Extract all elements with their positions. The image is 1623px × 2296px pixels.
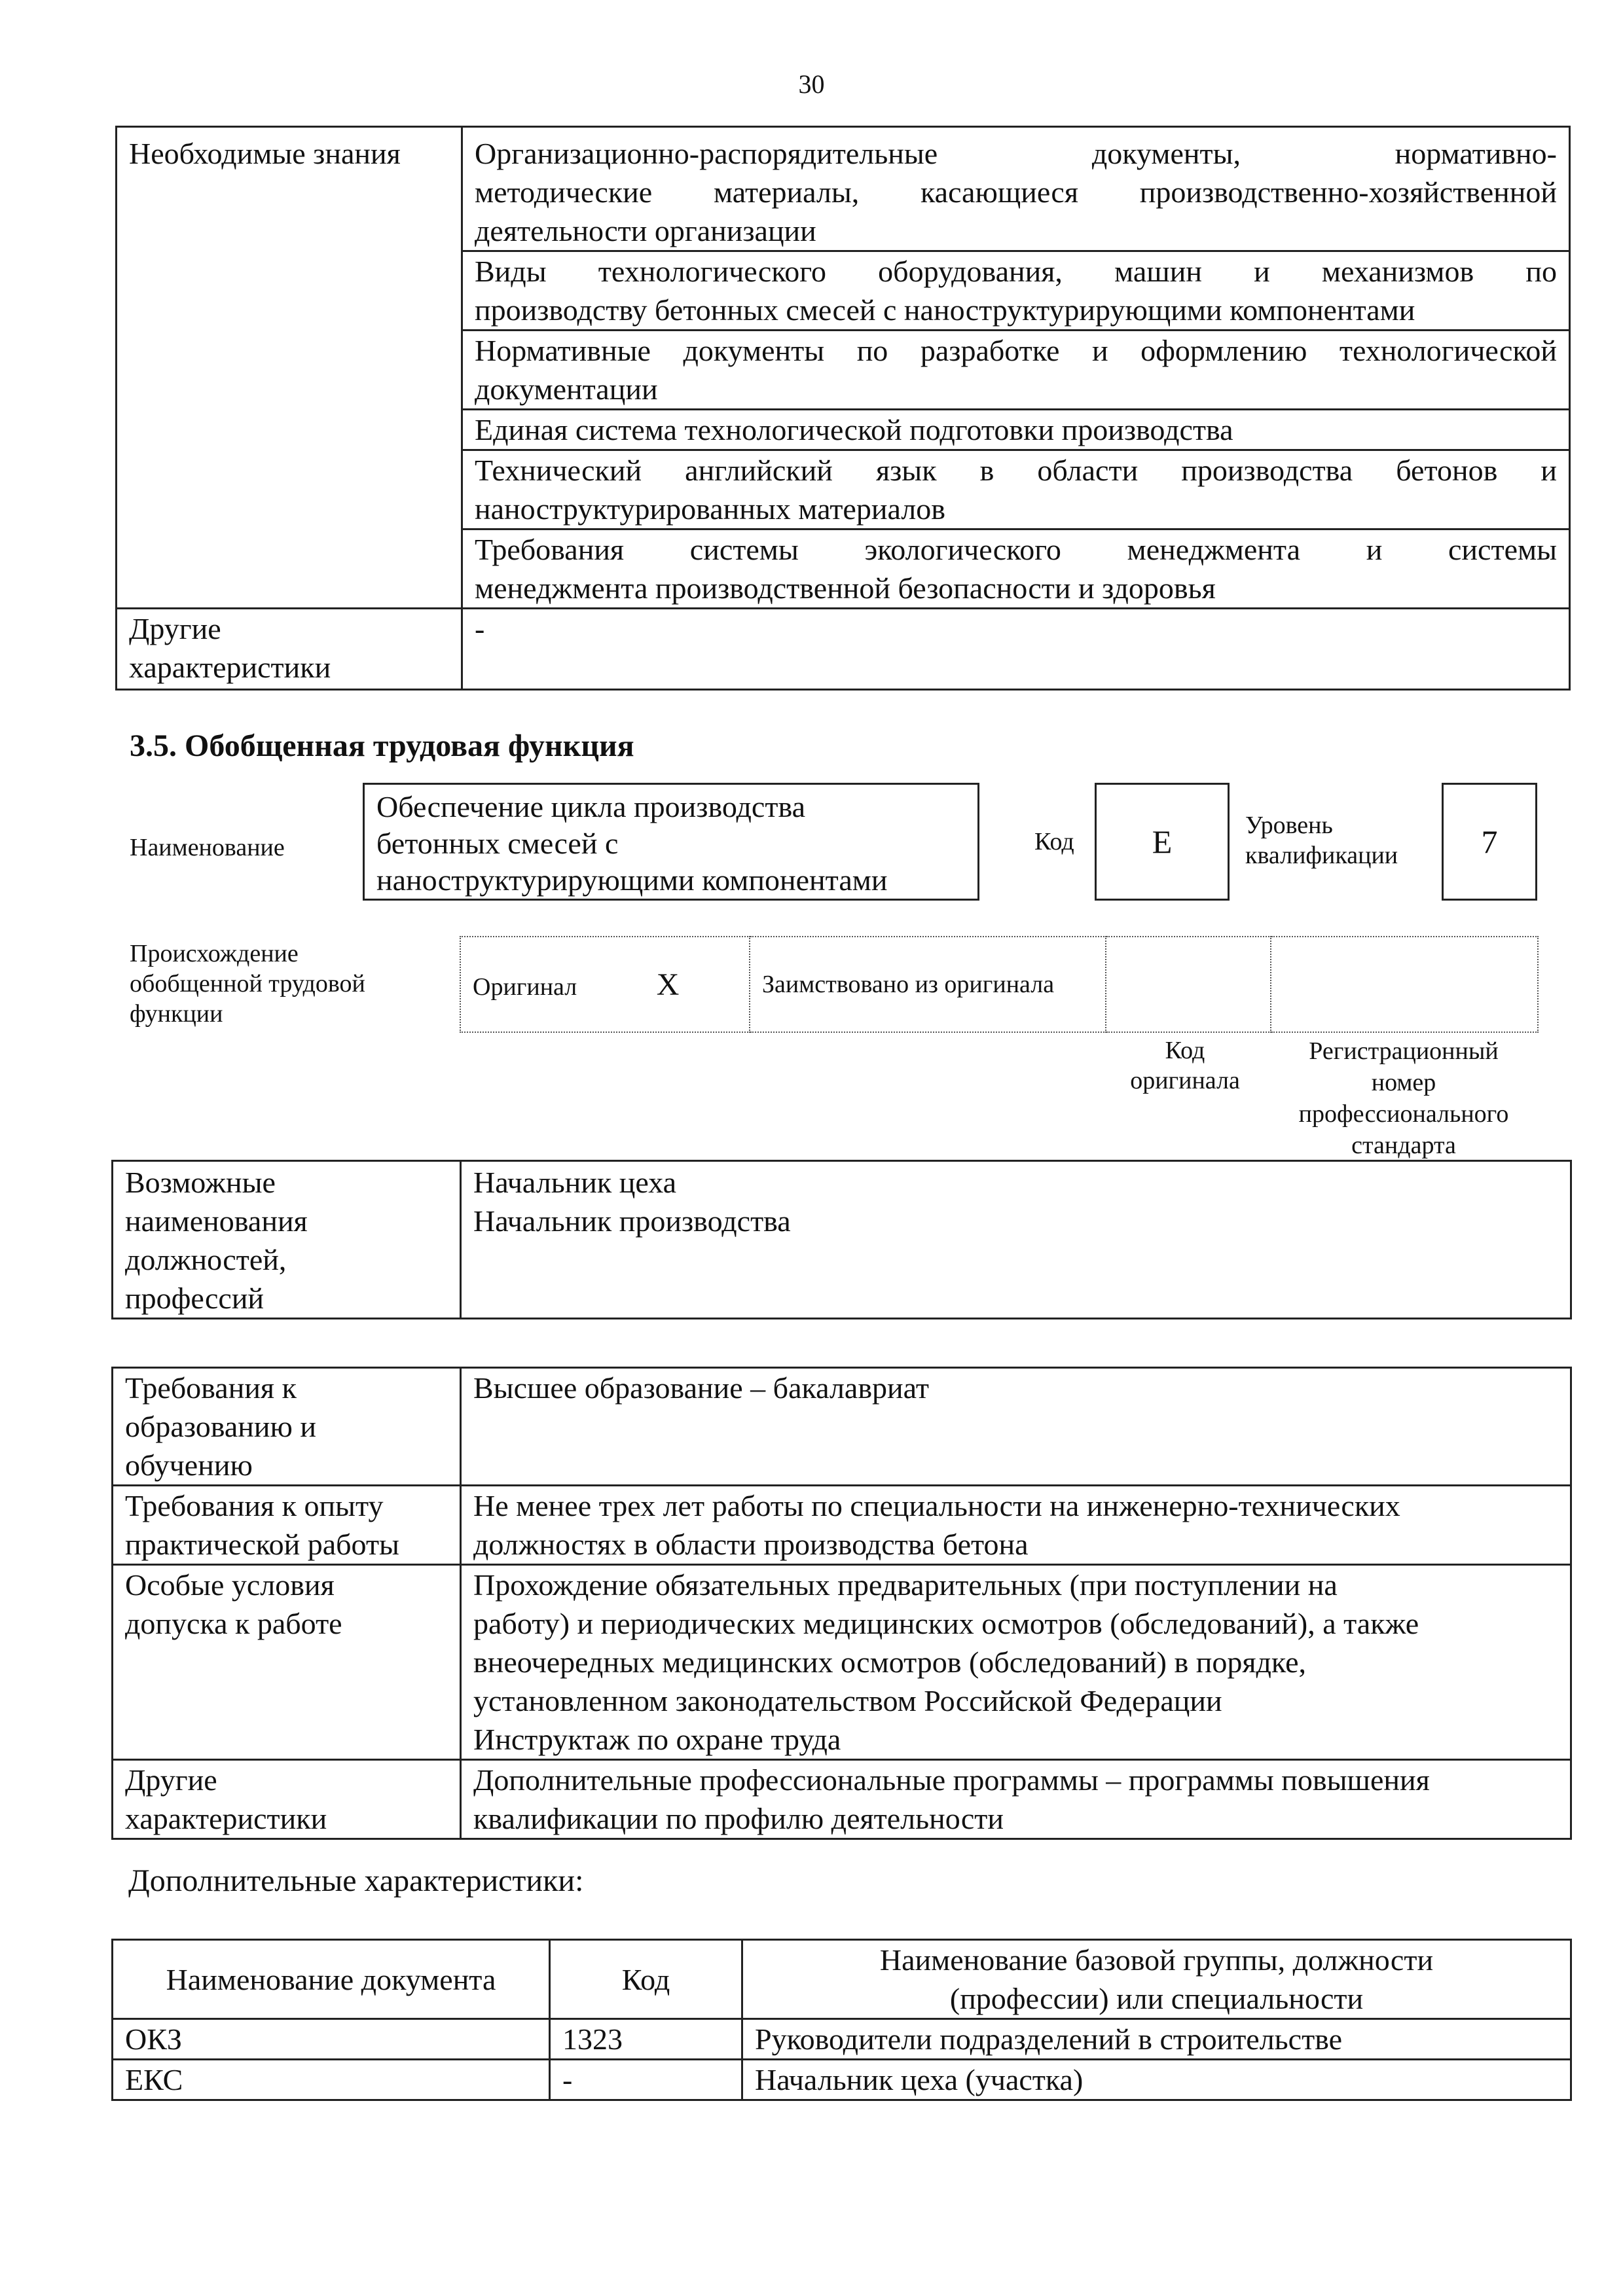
registration-caption-line: стандарта <box>1351 1132 1456 1159</box>
value-line: установленном законодательством Российской Федерации <box>473 1684 1222 1717</box>
knowledge-item-line: производству бетонных смесей с наноструктурирующими компонентами <box>475 293 1415 327</box>
positions-table <box>111 1160 1572 1319</box>
header-text: Наименование документа <box>166 1962 496 1996</box>
knowledge-item-line: деятельности организации <box>475 214 816 247</box>
knowledge-item-line: наноструктурированных материалов <box>475 492 945 526</box>
table-row <box>113 2060 1571 2100</box>
knowledge-item <box>462 529 1570 609</box>
knowledge-item <box>462 127 1570 251</box>
row-name: Начальник цеха (участка) <box>742 2060 1571 2100</box>
registration-caption-line: профессионального <box>1298 1100 1509 1128</box>
level-value-box <box>1442 783 1537 901</box>
knowledge-label: Необходимые знания <box>129 137 401 170</box>
value-line: Инструктаж по охране труда <box>473 1723 841 1756</box>
original-code-cell <box>1106 937 1271 1032</box>
level-label <box>1245 810 1398 870</box>
row-code: - <box>550 2060 742 2100</box>
row-code: 1323 <box>550 2019 742 2060</box>
education-label-cell <box>113 1368 461 1486</box>
knowledge-item-line: документации <box>475 372 658 406</box>
borrowed-cell <box>750 937 1106 1032</box>
value-line: Дополнительные профессиональные программы – программы повышения <box>473 1763 1430 1797</box>
row-document: ЕКС <box>113 2060 550 2100</box>
value-line: Прохождение обязательных предварительных (при поступлении на <box>473 1568 1338 1602</box>
positions-value-cell <box>461 1161 1571 1319</box>
function-name-box <box>363 783 979 901</box>
code-value: E <box>1152 823 1173 860</box>
original-cell <box>460 937 750 1032</box>
knowledge-item <box>462 410 1570 450</box>
header-text: Код <box>621 1962 670 1996</box>
other-characteristics-label <box>117 609 462 690</box>
knowledge-item <box>462 450 1570 529</box>
value-line: Не менее трех лет работы по специальности на инженерно-технических <box>473 1489 1400 1522</box>
table-row <box>113 2019 1571 2060</box>
knowledge-item <box>462 251 1570 331</box>
label-line: Особые условия <box>125 1568 335 1602</box>
positions-label-line: профессий <box>125 1282 264 1315</box>
value-line: должностях в области производства бетона <box>473 1528 1029 1561</box>
registration-caption <box>1270 1035 1537 1161</box>
label-line: образованию и <box>125 1410 316 1443</box>
code-caption <box>1106 1035 1264 1096</box>
original-label: Оригинал <box>473 973 577 1001</box>
knowledge-item-line: Виды технологического оборудования, машин и механизмов по <box>475 255 1557 288</box>
original-mark: X <box>656 967 680 1002</box>
registration-number-cell <box>1271 937 1538 1032</box>
education-value-cell <box>461 1368 1571 1486</box>
experience-value-cell <box>461 1486 1571 1565</box>
origin-label-line: Происхождение <box>130 940 299 967</box>
conditions-label-cell <box>113 1565 461 1760</box>
origin-table <box>460 936 1539 1033</box>
other-label-cell <box>113 1760 461 1839</box>
positions-label-line: наименования <box>125 1204 308 1238</box>
value-line: работу) и периодических медицинских осмотров (обследований), а также <box>473 1607 1419 1640</box>
value-line: внеочередных медицинских осмотров (обследований) в порядке, <box>473 1645 1307 1679</box>
additional-table <box>111 1939 1572 2101</box>
conditions-value-cell <box>461 1565 1571 1760</box>
header-name <box>742 1940 1571 2019</box>
value-line: - <box>475 612 485 645</box>
header-text: Наименование базовой группы, должности <box>879 1943 1434 1977</box>
position-name: Начальник производства <box>473 1204 791 1238</box>
knowledge-table <box>115 126 1571 691</box>
experience-label-cell <box>113 1486 461 1565</box>
borrowed-label: Заимствовано из оригинала <box>762 971 1055 998</box>
origin-label-line: обобщенной трудовой <box>130 970 365 997</box>
row-document: ОКЗ <box>113 2019 550 2060</box>
knowledge-item-line: Нормативные документы по разработке и оформлению технологической <box>475 334 1557 367</box>
row-name: Руководители подразделений в строительстве <box>742 2019 1571 2060</box>
label-line: характеристики <box>125 1802 327 1835</box>
function-name-line: наноструктурирующими компонентами <box>376 863 888 897</box>
label-line: Требования к <box>125 1371 297 1405</box>
origin-label-line: функции <box>130 1000 223 1028</box>
other-characteristics-value <box>462 609 1570 690</box>
knowledge-item-line: Организационно-распорядительные документы, нормативно- <box>475 137 1557 170</box>
label-line: Другие <box>125 1763 217 1797</box>
level-value: 7 <box>1481 823 1498 860</box>
header-text: (профессии) или специальности <box>949 1982 1364 2015</box>
code-caption-line: Код <box>1165 1037 1205 1064</box>
label-line: допуска к работе <box>125 1607 342 1640</box>
header-code <box>550 1940 742 2019</box>
knowledge-item-line: Технический английский язык в области производства бетонов и <box>475 454 1557 487</box>
registration-caption-line: номер <box>1371 1069 1436 1096</box>
code-value-box <box>1095 783 1230 901</box>
label-line: характеристики <box>129 651 331 684</box>
function-name-line: бетонных смесей с <box>376 827 619 860</box>
value-line: квалификации по профилю деятельности <box>473 1802 1004 1835</box>
origin-label <box>130 939 365 1029</box>
positions-label-line: должностей, <box>125 1243 287 1276</box>
label-line: практической работы <box>125 1528 399 1561</box>
header-document <box>113 1940 550 2019</box>
code-label: Код <box>1034 828 1074 855</box>
knowledge-item <box>462 331 1570 410</box>
positions-label-line: Возможные <box>125 1166 276 1199</box>
knowledge-item-line: менеджмента производственной безопасности и здоровья <box>475 571 1216 605</box>
label-line: Другие <box>129 612 221 645</box>
code-caption-line: оригинала <box>1130 1067 1240 1094</box>
requirements-table <box>111 1367 1572 1840</box>
knowledge-item-line: Единая система технологической подготовки производства <box>475 413 1233 446</box>
function-name-line: Обеспечение цикла производства <box>376 790 805 823</box>
level-label-line: Уровень <box>1245 812 1333 839</box>
level-label-line: квалификации <box>1245 842 1398 869</box>
label-line: обучению <box>125 1448 253 1482</box>
knowledge-item-line: Требования системы экологического менеджмента и системы <box>475 533 1557 566</box>
positions-label-cell <box>113 1161 461 1319</box>
section-title: 3.5. Обобщенная трудовая функция <box>130 728 634 763</box>
label-line: Требования к опыту <box>125 1489 384 1522</box>
name-label: Наименование <box>130 834 285 861</box>
knowledge-item-line: методические материалы, касающиеся производственно-хозяйственной <box>475 175 1557 209</box>
position-name: Начальник цеха <box>473 1166 677 1199</box>
knowledge-label-cell <box>117 127 462 609</box>
additional-heading: Дополнительные характеристики: <box>128 1863 584 1898</box>
value-line: Высшее образование – бакалавриат <box>473 1371 929 1405</box>
registration-caption-line: Регистрационный <box>1309 1037 1499 1065</box>
page-number: 30 <box>798 69 825 99</box>
other-value-cell <box>461 1760 1571 1839</box>
